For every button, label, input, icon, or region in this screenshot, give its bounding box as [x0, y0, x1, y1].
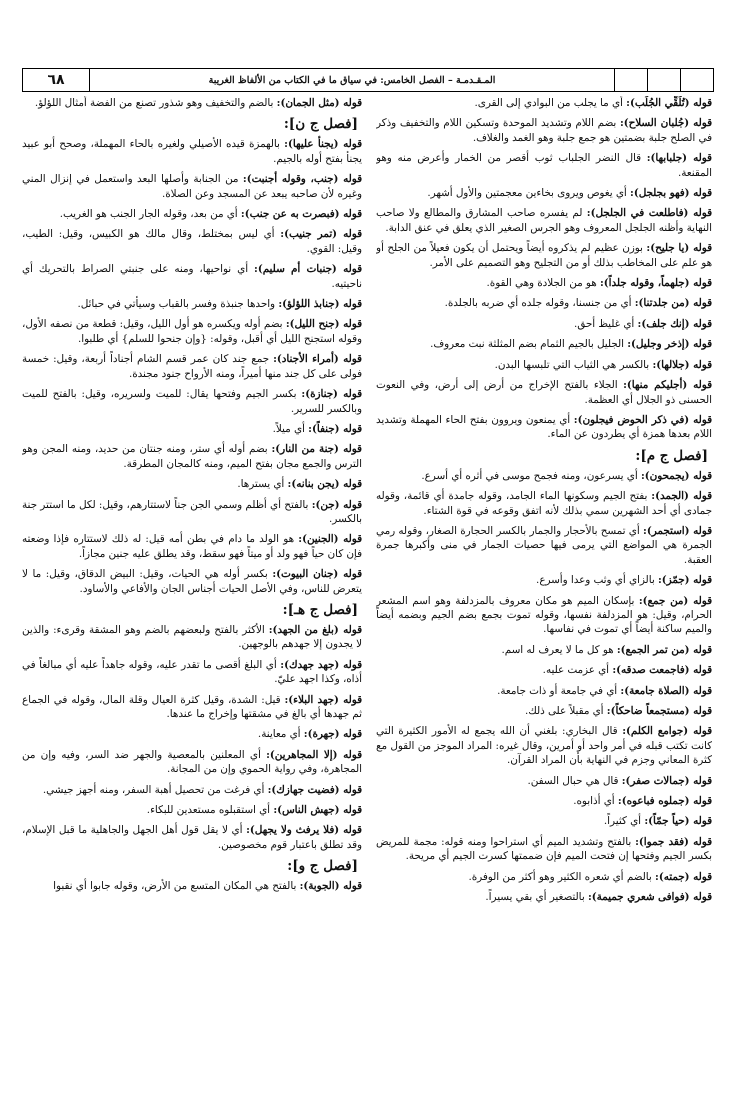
- entry-definition: بفتح الجيم وسكونها الماء الجامد، وقوله جامدة أي قائمة، وقوله جمادى أي أحد الشهرين سمي بذلك لأنه اتفق وقوعه في قوة الشتاء.: [376, 490, 712, 517]
- entry-definition: قال البخاري: بلغني أن الله يجمع له الأمور الكثيرة التي كانت تكتب قبله في أمر واحد أو أمرين، وقال غيره: المراد الموجز من القول مع كثرة المعاني وجزم في النهاية بأن المراد القرآن.: [376, 725, 712, 767]
- glossary-entry: [22, 352, 362, 381]
- entry-headword: قوله (جنب، وقوله أجنبت):: [242, 173, 362, 186]
- entry-definition: أي تمسح بالأحجار والجمار بالكسر الحجارة الصغار، وقوله رمي الجمرة هي المواضع التي يرمى فيها حصيات الجمار في منى وأكبرها جمرة العقبة.: [376, 524, 712, 566]
- entry-definition: أي عزمت عليه.: [542, 664, 613, 677]
- left-column: [22, 96, 362, 1096]
- entry-headword: قوله (جنان البيوت):: [272, 568, 362, 581]
- entry-definition: هو من الجلادة وهي القوة.: [486, 277, 600, 290]
- glossary-entry: [22, 207, 362, 221]
- entry-definition: بالكسر هي الثياب التي تلبسها البدن.: [494, 358, 653, 371]
- glossary-entry: [22, 262, 362, 291]
- entry-definition: الجليل بالجيم الثمام بضم المثلثة نبت معروف.: [430, 338, 628, 351]
- entry-headword: قوله (من جلدتنا):: [634, 297, 712, 310]
- entry-definition: بالضم أي شعره الكثير وهو أكثر من الوفرة.: [468, 870, 656, 883]
- entry-headword: قوله (يجن بنانه):: [287, 478, 362, 491]
- entry-headword: قوله (إنك جلف):: [637, 317, 712, 330]
- glossary-entry: [22, 317, 362, 346]
- entry-definition: أي لا يقل قول أهل الجهل والجاهلية ما قبل الإسلام، وقد تطلق باعتبار قوم مخصوصين.: [22, 824, 362, 851]
- glossary-entry: [376, 814, 712, 828]
- glossary-entry: [376, 151, 712, 180]
- entry-definition: أي فرغت من تحصيل أهبة السفر، ومنه أجهز جيشي.: [42, 783, 268, 796]
- entry-definition: الأكثر بالفتح ولبعضهم بالضم وهو المشقة وقرىء: والذين لا يجدون إلا جهدهم بالوجهين.: [22, 623, 362, 651]
- entry-definition: أي من جنسنا، وقوله جلده أي ضربه بالجلدة.: [444, 297, 635, 310]
- entry-headword: قوله (فاطلعت في الجلجل):: [586, 207, 712, 220]
- entry-headword: قوله (مثل الجمان):: [276, 97, 362, 109]
- glossary-entry: [22, 498, 362, 527]
- entry-definition: أي ميلاً.: [272, 422, 309, 435]
- glossary-entry: [376, 684, 712, 698]
- entry-headword: قوله (تمر جنيب):: [280, 228, 362, 241]
- glossary-entry: [376, 358, 712, 372]
- entry-definition: أي مقبلاً على ذلك.: [525, 705, 607, 717]
- entry-definition: أي البلغ أقصى ما تقدر عليه، وقوله جاهداً عليه أي مبالغاً في أذاه، وكذا اجهد عليّ.: [22, 658, 362, 686]
- entry-headword: قوله (جمّز):: [657, 574, 712, 587]
- entry-definition: أي في جامعة أو ذات جامعة.: [497, 684, 621, 697]
- entry-headword: قوله (مستجمعاً ضاحكاً):: [606, 705, 712, 717]
- glossary-entry: [376, 276, 712, 290]
- entry-headword: قوله (جنازة):: [301, 388, 362, 401]
- entry-definition: جمع جند كان عمر قسم الشام أجناداً أربعة، وقيل: خمسة فولى على كل جند منها أميراً، ومنه الأرواح جنود مجندة.: [22, 353, 362, 380]
- glossary-entry: [376, 835, 712, 864]
- entry-headword: قوله (بلغ من الجهد):: [268, 623, 362, 636]
- entry-headword: قوله (أمراء الأجناد):: [273, 353, 362, 366]
- entry-headword: قوله (جمته):: [655, 870, 712, 883]
- glossary-entry: [376, 663, 712, 677]
- entry-headword: قوله (جوامع الكلم):: [622, 725, 712, 738]
- entry-headword: قوله (إلا المجاهرين):: [266, 748, 362, 761]
- glossary-entry: [22, 96, 362, 110]
- entry-definition: بكسر أوله هي الحيات، وقيل: البيض الدقاق، وقيل: ما لا يتعرض للناس، وفي الأصل الحيات أجناس الجان والأفاعي والأساود.: [22, 568, 362, 595]
- entry-definition: أي معاينة.: [257, 728, 304, 741]
- glossary-entry: [22, 297, 362, 311]
- entry-definition: أي غليظ أحق.: [574, 317, 638, 330]
- entry-definition: أي أذابوه.: [573, 795, 618, 808]
- entry-headword: قوله (الجنين):: [298, 533, 362, 546]
- entry-headword: قوله (فوافى شعري جميمة):: [587, 891, 712, 904]
- section-heading: [فصل ج م]:: [635, 447, 708, 464]
- entry-headword: قوله (تُلَقِّي الجُلَب):: [626, 97, 712, 109]
- glossary-entry: [22, 823, 362, 852]
- entry-headword: قوله (الجمد):: [651, 490, 712, 503]
- entry-headword: قوله (جنفاً):: [308, 422, 362, 435]
- entry-definition: قيل: الشدة، وقيل كثرة العيال وقلة المال، وقوله في الجماع ثم جهدها أي بالغ في مشقتها وإخراج ما عندها.: [22, 693, 362, 720]
- entry-definition: أي استقبلوه مستعدين للبكاء.: [146, 804, 274, 817]
- glossary-entry: [22, 137, 362, 166]
- section-heading: [فصل ج هـ]:: [282, 601, 358, 618]
- entry-headword: قوله (في ذكر الحوض فيجلون):: [573, 413, 712, 426]
- glossary-entry: [22, 477, 362, 491]
- entry-definition: بالزاي أي وثب وعدا وأسرع.: [536, 574, 658, 587]
- glossary-entry: [376, 870, 712, 884]
- header-empty-cell: [614, 69, 647, 91]
- glossary-entry: [22, 567, 362, 596]
- entry-definition: بالضم والتخفيف وهو شذور تصنع من الفضة أمثال اللؤلؤ.: [34, 97, 277, 109]
- glossary-entry: [22, 532, 362, 561]
- entry-headword: قوله (يا جليح):: [646, 242, 712, 255]
- glossary-entry: [376, 116, 712, 145]
- entry-definition: بضم أوله أي ستر، ومنه جنتان من حديد، ومنه المجن وهو الترس والجمع مجان بفتح الميم، ومنه كالمجان المطرقة.: [22, 443, 362, 470]
- entry-headword: قوله (من جمع):: [638, 594, 712, 607]
- glossary-entry: [22, 727, 362, 741]
- entry-headword: قوله (فبصرت به عن جنب):: [240, 208, 362, 221]
- entry-definition: بالفتح وتشديد الميم أي استراحوا ومنه قوله: مجمة للمريض بكسر الجيم وفتحها إن فتحت الميم فإن ضممتها كسرت الجيم أي مريحة.: [376, 835, 712, 863]
- glossary-entry: [22, 879, 362, 893]
- glossary-entry: [376, 378, 712, 407]
- entry-headword: قوله (الصلاة جامعة):: [620, 684, 712, 697]
- section-heading: [فصل ج ن]:: [283, 116, 358, 133]
- entry-definition: بالفتح هي المكان المتسع من الأرض، وقوله جابوا أي نقبوا: [53, 880, 300, 893]
- glossary-entry: [376, 96, 712, 110]
- entry-definition: بكسر الجيم وفتحها يقال: للميت ولسريره، وقيل: بالفتح للميت وبالكسر للسرير.: [22, 388, 362, 415]
- entry-headword: قوله (من تمر الجمع):: [616, 643, 712, 656]
- entry-headword: قوله (فلا يرفث ولا يجهل):: [246, 824, 362, 837]
- glossary-entry: [376, 573, 712, 587]
- entry-headword: قوله (أجليكم منها):: [623, 379, 712, 392]
- entry-definition: من الجنابة وأصلها البعد واستعمل في إنزال المني وغيره لأن صاحبه يبعد عن المسجد وعن الصلاة.: [22, 173, 362, 200]
- entry-definition: أي يسترها.: [237, 478, 288, 491]
- entry-headword: قوله (جنبات أم سليم):: [254, 263, 362, 276]
- glossary-entry: [376, 241, 712, 270]
- glossary-entry: [22, 422, 362, 436]
- entry-definition: قال النضر الجلباب ثوب أقصر من الخمار وأعرض منه وهو المقنعة.: [376, 152, 712, 179]
- glossary-entry: [376, 186, 712, 200]
- entry-headword: قوله (جهرة):: [303, 728, 362, 741]
- glossary-entry: [376, 469, 712, 483]
- glossary-entry: [22, 693, 362, 722]
- glossary-entry: [376, 704, 712, 718]
- glossary-entry: [376, 337, 712, 351]
- right-column: [376, 96, 712, 1096]
- entry-headword: قوله (حياً جمّاً):: [644, 815, 712, 828]
- glossary-entry: [376, 643, 712, 657]
- glossary-entry: [22, 783, 362, 797]
- entry-headword: قوله (فقد جموا):: [635, 835, 712, 848]
- section-heading: [فصل ج و]:: [287, 858, 358, 875]
- entry-headword: قوله (يجنأ عليها):: [284, 138, 362, 151]
- header-empty-cell: [647, 69, 680, 91]
- entry-definition: أي ليس بمختلط، وقال مالك هو الكبيس، وقيل: الطيب، وقيل: القوي.: [22, 228, 362, 255]
- entry-headword: قوله (إذخر وجليل):: [627, 338, 712, 351]
- page-number: ٦٨: [47, 72, 65, 88]
- entry-headword: قوله (فهو بجلجل):: [630, 187, 712, 200]
- entry-headword: قوله (جلالها):: [652, 358, 712, 371]
- glossary-entry: [376, 594, 712, 637]
- glossary-entry: [376, 794, 712, 808]
- running-title: المـقـدمـة – الفصل الخامس: في سياق ما في الكتاب من الألفاظ الغريبة: [89, 69, 614, 91]
- entry-headword: قوله (جنح الليل):: [285, 318, 362, 331]
- entry-headword: قوله (جهد جهدك):: [280, 658, 362, 671]
- entry-headword: قوله (جُلبان السلاح):: [619, 117, 712, 130]
- glossary-entry: [22, 442, 362, 471]
- entry-definition: أي يسرعون، ومنه فجمح موسى في أثره أي أسرع.: [421, 469, 641, 482]
- entry-definition: أي ما يجلب من البوادي إلى القرى.: [474, 97, 627, 109]
- entry-headword: قوله (جن):: [311, 498, 362, 511]
- entry-definition: هو كل ما لا يعرف له اسم.: [501, 643, 617, 656]
- entry-headword: قوله (جنابذ اللؤلؤ):: [278, 298, 362, 311]
- entry-definition: أي يغوص ويروى بخاءين معجمتين والأول أشهر.: [427, 187, 631, 200]
- entry-headword: قوله (يجمحون):: [640, 469, 712, 482]
- glossary-entry: [376, 296, 712, 310]
- glossary-entry: [22, 227, 362, 256]
- entry-headword: قوله (جهد البلاء):: [284, 693, 362, 706]
- entry-definition: أي يمنعون ويروون بفتح الحاء المهملة وتشديد اللام بعدها همزة أي يطردون عن الماء.: [376, 413, 712, 441]
- glossary-entry: [22, 172, 362, 201]
- entry-definition: بالتصغير أي بقي يسيراً.: [485, 891, 588, 904]
- entry-definition: أي نواحيها، ومنه على جنبتي الصراط بالتحريك أي ناحيتيه.: [22, 263, 362, 290]
- header-empty-cell: [680, 69, 713, 91]
- entry-definition: بالهمزة قيده الأصيلي ولغيره بالحاء المهملة، وصحح أبو عبيد يجنأ بفتح أوله بالجيم.: [22, 138, 362, 165]
- glossary-entry: [376, 774, 712, 788]
- entry-headword: قوله (جنة من النار):: [271, 443, 362, 456]
- entry-definition: أي من بعد، وقوله الجار الجنب هو الغريب.: [59, 208, 241, 221]
- entry-headword: قوله (الجوبة):: [299, 880, 362, 893]
- entry-definition: واحدها جنبذة وفسر بالقباب وسيأتي في حبائل.: [77, 298, 279, 311]
- entry-headword: قوله (جلهماً، وقوله جلداً):: [599, 277, 712, 290]
- glossary-entry: [376, 724, 712, 767]
- entry-definition: هو الولد ما دام في بطن أمه قيل: له ذلك لاستتاره فإذا وضعته فإن كان حياً فهو ولد أو ميتاً فهو سقط، وقد يطلق عليه جنين مجازاً.: [22, 533, 362, 560]
- glossary-entry: [376, 413, 712, 442]
- glossary-entry: [376, 524, 712, 567]
- entry-definition: بإسكان الميم هو مكان معروف بالمزدلفة وهو اسم المشعر الحرام، وقيل: هو المزدلفة نفسها، وقوله تموت بجمع بضم الجيم وبضمه أيضاً والميم ساكنة أيضاً أي تموت في نفاسها.: [376, 594, 712, 636]
- entry-definition: بوزن عظيم لم يذكروه أيضاً ويحتمل أن يكون فعيلاً من الجلح أو هو علم على المخاطب بذلك أو من التجليح وهو التصميم على الأمر.: [376, 242, 712, 269]
- entry-headword: قوله (جهش الناس):: [273, 804, 362, 817]
- entry-definition: قال هي حبال السفن.: [527, 774, 622, 787]
- entry-definition: بالفتح أي أظلم وسمي الجن جناً لاستتارهم، وقيل: لكل ما استتر جنة بالكسر.: [22, 498, 362, 525]
- entry-definition: أي كثيراً.: [603, 815, 645, 828]
- glossary-entry: [376, 489, 712, 518]
- glossary-entry: [376, 890, 712, 904]
- glossary-entry: [22, 623, 362, 652]
- entry-headword: قوله (جمالات صفر):: [621, 774, 712, 787]
- entry-headword: قوله (فضيت جهازك):: [267, 783, 362, 796]
- entry-headword: قوله (جلبابها):: [646, 152, 712, 165]
- entry-headword: قوله (فاجمعت صدقه):: [612, 664, 712, 677]
- glossary-entry: [376, 317, 712, 331]
- entry-definition: لم يفسره صاحب المشارق والمطالع ولا صاحب النهاية وأظنه الجلجل المعروف وهو الجرس الصغير الذي يعلق في عنق الدابة.: [376, 207, 712, 234]
- entry-definition: بضم أوله ويكسره هو أول الليل، وقيل: قطعة من نصفه الأول، وقوله استجنح الليل أي أقبل، وقوله: {وإن جنحوا للسلم} أي طلبوا.: [22, 318, 362, 345]
- entry-headword: قوله (جملوه فباعوه):: [617, 795, 712, 808]
- glossary-entry: [22, 387, 362, 416]
- entry-definition: بضم اللام وتشديد الموحدة وتسكين اللام والتخفيف وذكر في الصلح جلبة بضمتين هو جمع جلبة وهو الغمد والغلاف.: [376, 117, 712, 144]
- entry-definition: أي المعلنين بالمعصية والجهر ضد السر، وفيه وإن من المجاهرة، وفي رواية الحموي وإن من المجانة.: [22, 748, 362, 776]
- page-header: [22, 68, 714, 92]
- glossary-entry: [22, 748, 362, 777]
- glossary-entry: [22, 803, 362, 817]
- entry-definition: الجلاء بالفتح الإخراج من أرض إلى أرض، وفي النعوت الحسنى ذو الجلال أي العظمة.: [376, 379, 712, 406]
- entry-headword: قوله (استجمر):: [643, 524, 712, 537]
- glossary-entry: [376, 206, 712, 235]
- glossary-entry: [22, 658, 362, 687]
